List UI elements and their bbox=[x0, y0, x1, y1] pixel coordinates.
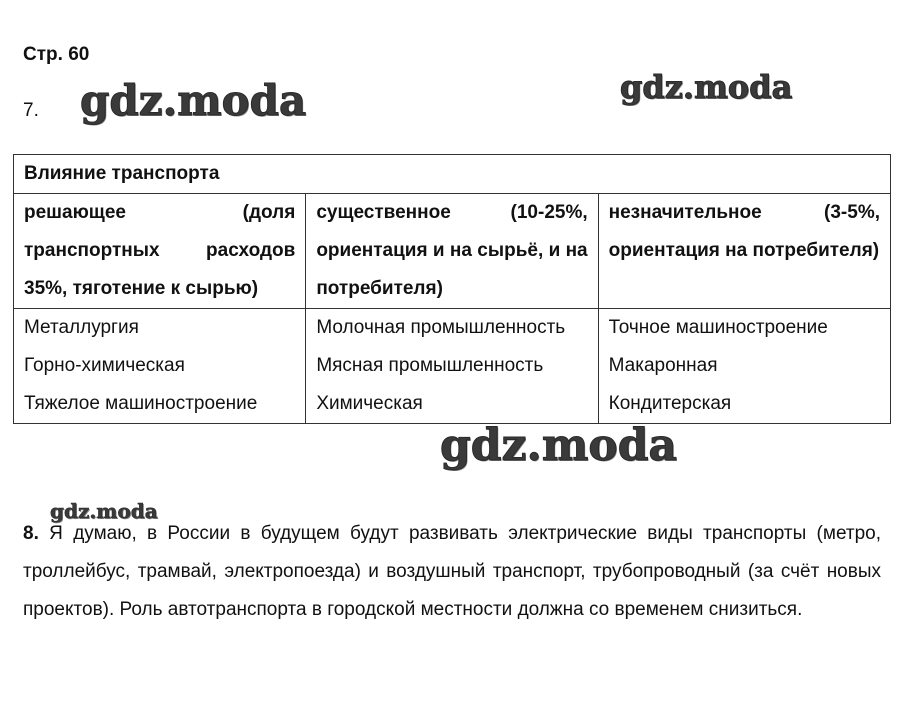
industries-decisive bbox=[14, 309, 306, 424]
transport-influence-table bbox=[13, 154, 891, 424]
page-label: Стр. 60 bbox=[23, 44, 90, 65]
industries-significant bbox=[306, 309, 598, 424]
list-item: Точное машиностроение bbox=[608, 317, 828, 338]
list-item: Молочная промышленность bbox=[316, 317, 566, 338]
task-8-number: 8. bbox=[23, 523, 39, 544]
watermark-logo: gdz.moda bbox=[50, 499, 158, 523]
list-item: Тяжелое машиностроение bbox=[24, 393, 258, 414]
list-item: Горно-химическая bbox=[24, 355, 185, 376]
category-decisive: решающее (доля транспортных расходов 35%, тяготение к сырью) bbox=[14, 194, 306, 309]
table-row bbox=[14, 309, 891, 424]
list-item: Химическая bbox=[316, 393, 423, 414]
task-8-answer bbox=[23, 515, 881, 629]
watermark-logo: gdz.moda bbox=[440, 420, 678, 471]
table-header: Влияние транспорта bbox=[14, 155, 891, 194]
watermark-logo: gdz.moda bbox=[80, 76, 307, 125]
list-item: Макаронная bbox=[608, 355, 718, 376]
task-7-number: 7. bbox=[23, 100, 39, 121]
table-header-row bbox=[14, 155, 891, 194]
task-8-text: Я думаю, в России в будущем будут развивать электрические виды транспорты (метро, троллейбус, трамвай, электропоезда) и воздушный транспорт, трубопроводный (за счёт новых проектов). Роль автотранспорта в городской местности должна со временем снизиться. bbox=[23, 523, 881, 620]
category-significant: существенное (10-25%, ориентация и на сырьё, и на потребителя) bbox=[306, 194, 598, 309]
watermark-logo: gdz.moda bbox=[620, 68, 793, 106]
table-category-row bbox=[14, 194, 891, 309]
category-insignificant: незначительное (3-5%, ориентация на потребителя) bbox=[598, 194, 890, 309]
industries-insignificant bbox=[598, 309, 890, 424]
list-item: Металлургия bbox=[24, 317, 139, 338]
list-item: Мясная промышленность bbox=[316, 355, 544, 376]
list-item: Кондитерская bbox=[608, 393, 732, 414]
